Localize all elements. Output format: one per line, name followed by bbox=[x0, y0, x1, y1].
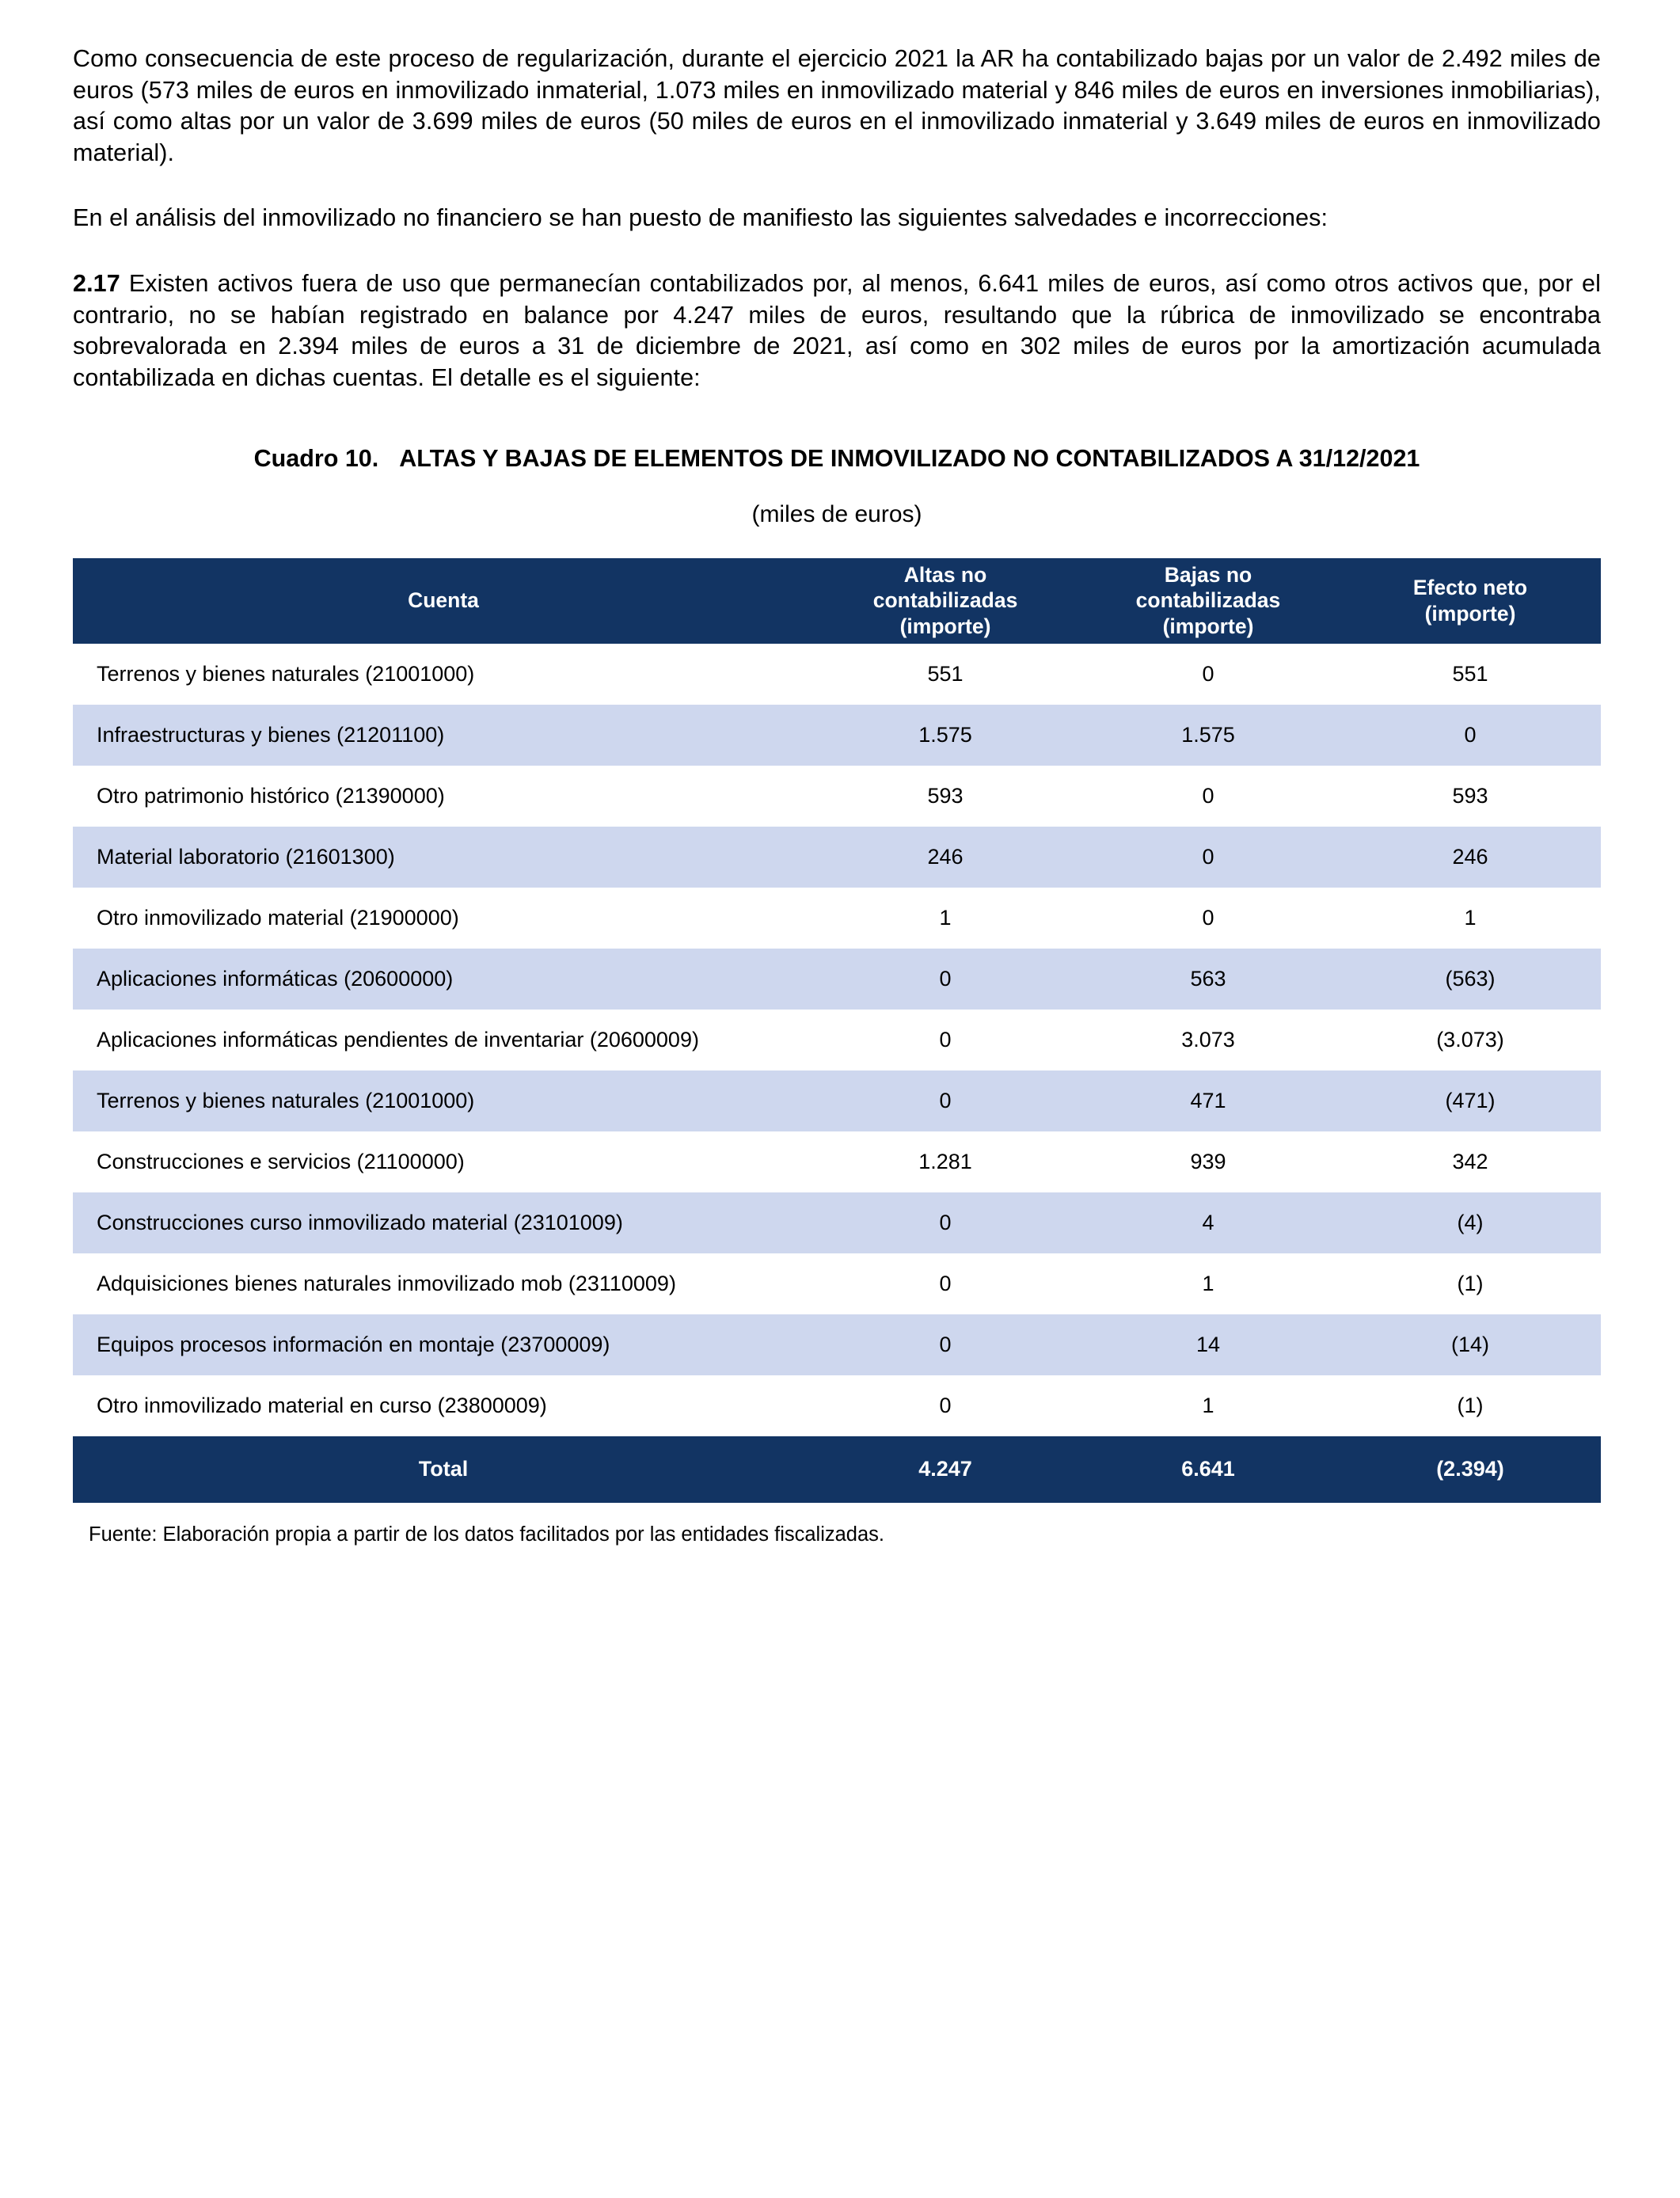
table-head bbox=[73, 558, 1601, 644]
cell-neto: (1) bbox=[1340, 1253, 1601, 1314]
cell-neto: (563) bbox=[1340, 949, 1601, 1010]
cell-account: Construcciones curso inmovilizado material (23101009) bbox=[73, 1192, 814, 1253]
cell-altas: 593 bbox=[814, 766, 1077, 827]
cell-altas: 1.575 bbox=[814, 705, 1077, 766]
column-header-cuenta: Cuenta bbox=[73, 558, 814, 644]
cell-altas: 0 bbox=[814, 949, 1077, 1010]
cell-altas: 0 bbox=[814, 1010, 1077, 1070]
table-row bbox=[73, 644, 1601, 705]
table-units: (miles de euros) bbox=[751, 500, 922, 527]
column-header-efecto-line2: (importe) bbox=[1424, 601, 1516, 626]
cell-account: Material laboratorio (21601300) bbox=[73, 827, 814, 888]
cell-altas: 0 bbox=[814, 1314, 1077, 1375]
paragraph-number: 2.17 bbox=[73, 270, 120, 298]
cell-neto: (1) bbox=[1340, 1375, 1601, 1436]
cell-account: Otro patrimonio histórico (21390000) bbox=[73, 766, 814, 827]
cell-account: Aplicaciones informáticas (20600000) bbox=[73, 949, 814, 1010]
column-header-bajas-line1: Bajas no bbox=[1164, 562, 1252, 587]
table-row bbox=[73, 1253, 1601, 1314]
column-header-altas-line2: contabilizadas bbox=[872, 588, 1018, 613]
altas-bajas-table bbox=[73, 558, 1601, 1503]
cell-altas: 551 bbox=[814, 644, 1077, 705]
cell-neto: (14) bbox=[1340, 1314, 1601, 1375]
column-header-bajas bbox=[1077, 558, 1340, 644]
cell-altas: 1 bbox=[814, 888, 1077, 949]
cell-neto: 1 bbox=[1340, 888, 1601, 949]
table-total-row bbox=[73, 1436, 1601, 1503]
table-row bbox=[73, 705, 1601, 766]
cell-bajas: 4 bbox=[1077, 1192, 1340, 1253]
column-header-altas-line3: (importe) bbox=[899, 614, 991, 639]
cell-altas: 0 bbox=[814, 1375, 1077, 1436]
cell-bajas: 14 bbox=[1077, 1314, 1340, 1375]
cell-bajas: 1.575 bbox=[1077, 705, 1340, 766]
cell-bajas: 3.073 bbox=[1077, 1010, 1340, 1070]
cell-bajas: 471 bbox=[1077, 1070, 1340, 1131]
table-row bbox=[73, 1375, 1601, 1436]
table-row bbox=[73, 766, 1601, 827]
cell-account: Construcciones e servicios (21100000) bbox=[73, 1131, 814, 1192]
total-neto: (2.394) bbox=[1340, 1436, 1601, 1503]
paragraph-intro: Como consecuencia de este proceso de regularización, durante el ejercicio 2021 la AR ha contabilizado bajas por un valor de 2.492 miles de euros (573 miles de euros en inmovilizado inmaterial, 1.073 miles en inmovilizado material y 846 miles de euros en inversiones inmobiliarias), así como altas por un valor de 3.699 miles de euros (50 miles de euros en el inmovilizado inmaterial y 3.649 miles de euros en inmovilizado material). bbox=[73, 45, 1601, 166]
table-foot bbox=[73, 1436, 1601, 1503]
paragraph-2-17-text: Existen activos fuera de uso que permanecían contabilizados por, al menos, 6.641 miles de euros, así como otros activos que, por el contrario, no se habían registrado en balance por 4.247 miles de euros, resultando que la rúbrica de inmovilizado se encontraba sobrevalorada en 2.394 miles de euros a 31 de diciembre de 2021, así como en 302 miles de euros por la amortización acumulada contabilizada en dichas cuentas. El detalle es el siguiente: bbox=[73, 270, 1601, 392]
cell-neto: 593 bbox=[1340, 766, 1601, 827]
column-header-altas bbox=[814, 558, 1077, 644]
table-caption bbox=[73, 443, 1601, 474]
table-row bbox=[73, 827, 1601, 888]
cell-account: Equipos procesos información en montaje (23700009) bbox=[73, 1314, 814, 1375]
table-row bbox=[73, 1070, 1601, 1131]
cell-bajas: 1 bbox=[1077, 1253, 1340, 1314]
column-header-efecto-line1: Efecto neto bbox=[1412, 575, 1528, 599]
cell-neto: 0 bbox=[1340, 705, 1601, 766]
column-header-altas-line1: Altas no bbox=[903, 562, 987, 587]
column-header-bajas-line3: (importe) bbox=[1162, 614, 1254, 639]
column-header-efecto bbox=[1340, 558, 1601, 644]
cell-bajas: 939 bbox=[1077, 1131, 1340, 1192]
cell-neto: (471) bbox=[1340, 1070, 1601, 1131]
cell-neto: 342 bbox=[1340, 1131, 1601, 1192]
total-bajas: 6.641 bbox=[1077, 1436, 1340, 1503]
cell-account: Terrenos y bienes naturales (21001000) bbox=[73, 644, 814, 705]
table-row bbox=[73, 1314, 1601, 1375]
cell-neto: (4) bbox=[1340, 1192, 1601, 1253]
cell-bajas: 563 bbox=[1077, 949, 1340, 1010]
table-caption-title: ALTAS Y BAJAS DE ELEMENTOS DE INMOVILIZADO NO CONTABILIZADOS A 31/12/2021 bbox=[399, 444, 1420, 472]
cell-account: Adquisiciones bienes naturales inmovilizado mob (23110009) bbox=[73, 1253, 814, 1314]
paragraph-analysis: En el análisis del inmovilizado no financiero se han puesto de manifiesto las siguientes salvedades e incorrecciones: bbox=[73, 203, 1328, 231]
cell-account: Aplicaciones informáticas pendientes de inventariar (20600009) bbox=[73, 1010, 814, 1070]
table-row bbox=[73, 949, 1601, 1010]
column-header-bajas-line2: contabilizadas bbox=[1135, 588, 1281, 613]
cell-bajas: 0 bbox=[1077, 888, 1340, 949]
cell-account: Terrenos y bienes naturales (21001000) bbox=[73, 1070, 814, 1131]
paragraph-2-17 bbox=[73, 268, 1601, 394]
table-row bbox=[73, 1010, 1601, 1070]
cell-altas: 0 bbox=[814, 1192, 1077, 1253]
cell-bajas: 0 bbox=[1077, 827, 1340, 888]
cell-altas: 246 bbox=[814, 827, 1077, 888]
cell-bajas: 0 bbox=[1077, 644, 1340, 705]
cell-altas: 1.281 bbox=[814, 1131, 1077, 1192]
table-row bbox=[73, 1131, 1601, 1192]
table-header-row bbox=[73, 558, 1601, 644]
table-row bbox=[73, 1192, 1601, 1253]
cell-altas: 0 bbox=[814, 1070, 1077, 1131]
table-body bbox=[73, 644, 1601, 1436]
cell-bajas: 1 bbox=[1077, 1375, 1340, 1436]
total-label: Total bbox=[73, 1436, 814, 1503]
total-altas: 4.247 bbox=[814, 1436, 1077, 1503]
cell-bajas: 0 bbox=[1077, 766, 1340, 827]
cell-account: Otro inmovilizado material (21900000) bbox=[73, 888, 814, 949]
cell-neto: (3.073) bbox=[1340, 1010, 1601, 1070]
cell-account: Infraestructuras y bienes (21201100) bbox=[73, 705, 814, 766]
cell-neto: 246 bbox=[1340, 827, 1601, 888]
cell-altas: 0 bbox=[814, 1253, 1077, 1314]
cell-neto: 551 bbox=[1340, 644, 1601, 705]
table-row bbox=[73, 888, 1601, 949]
table-source: Fuente: Elaboración propia a partir de los datos facilitados por las entidades fiscalizadas. bbox=[89, 1523, 884, 1546]
cell-account: Otro inmovilizado material en curso (23800009) bbox=[73, 1375, 814, 1436]
table-caption-label: Cuadro 10. bbox=[253, 444, 379, 472]
